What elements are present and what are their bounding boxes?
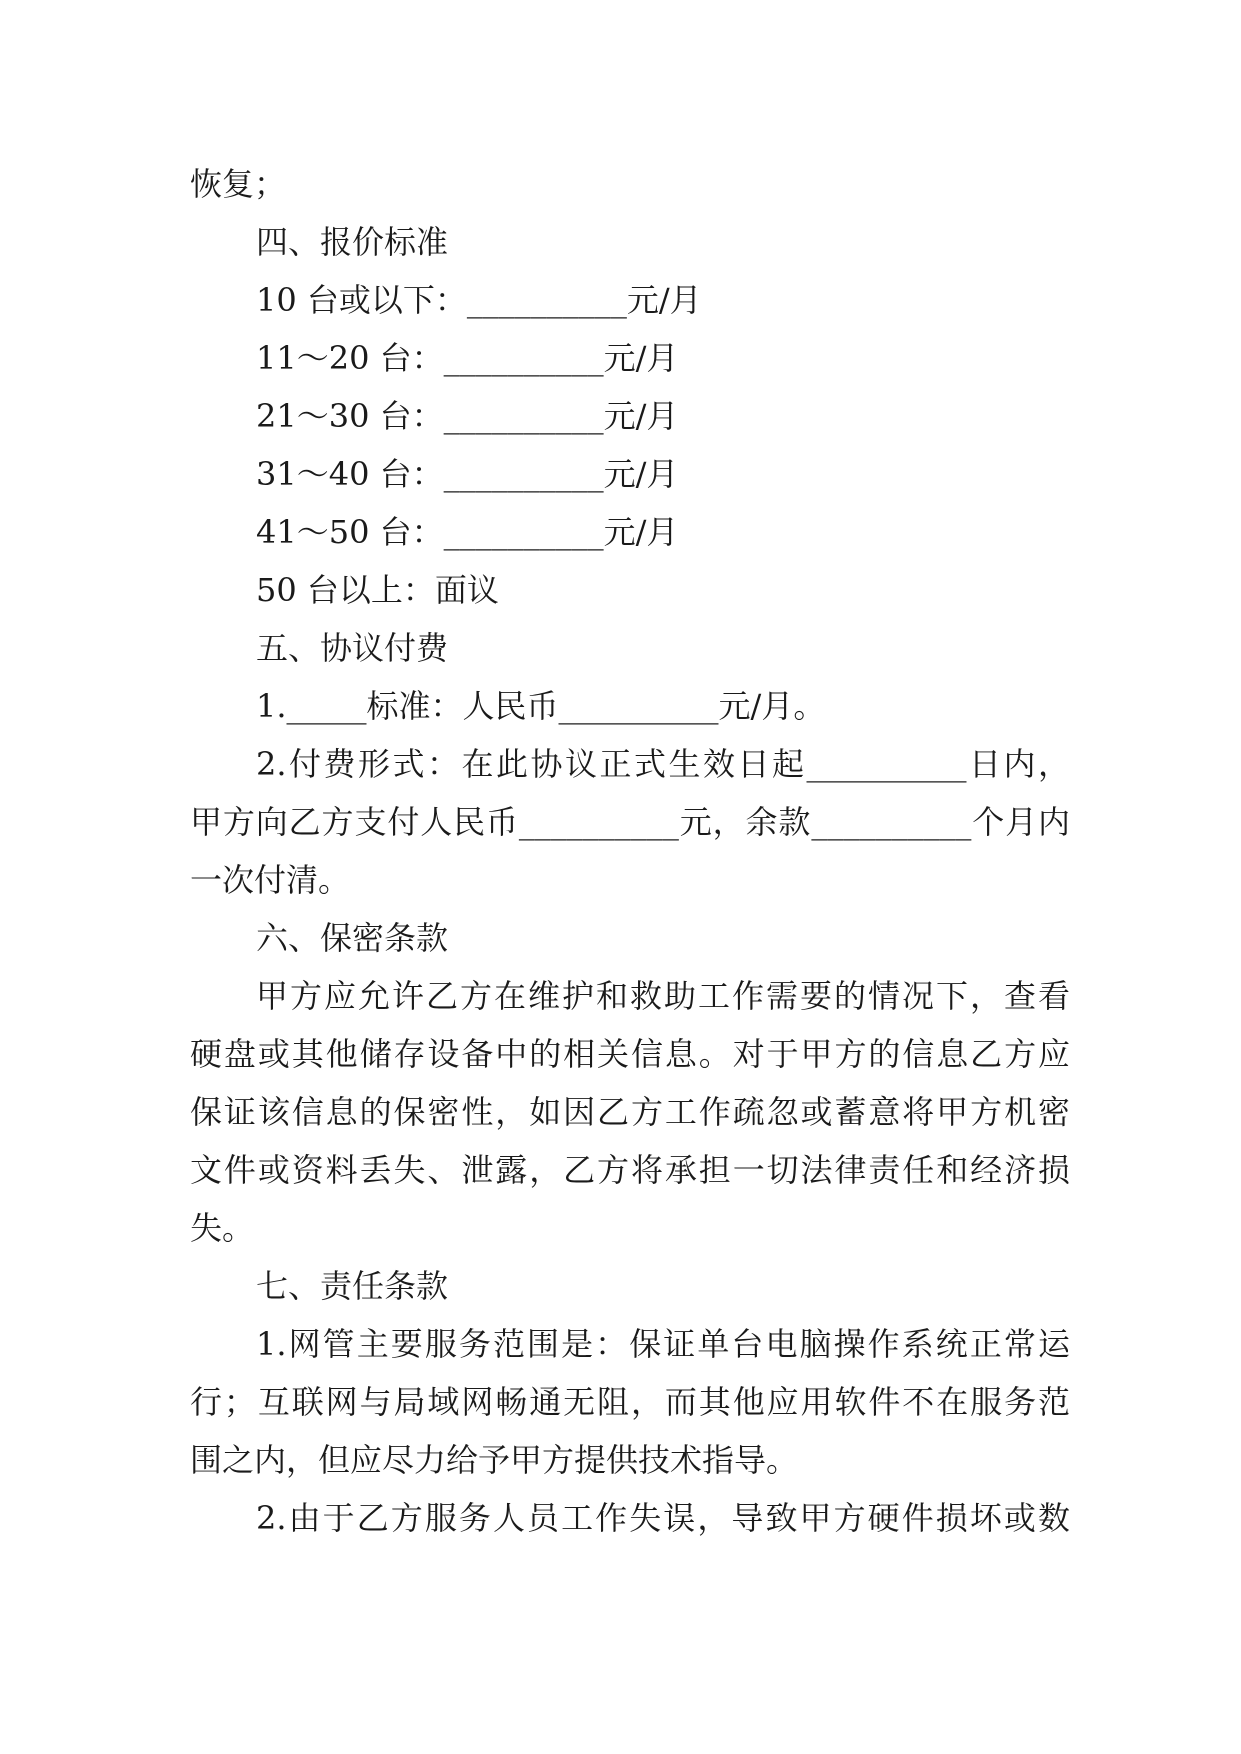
price-row: 31～40 台：__________元/月 [256, 455, 679, 493]
text-line: 行；互联网与局域网畅通无阻，而其他应用软件不在服务范 [190, 1383, 1070, 1421]
section-heading: 五、协议付费 [256, 629, 449, 667]
text-line: 保证该信息的保密性，如因乙方工作疏忽或蓄意将甲方机密 [190, 1093, 1070, 1131]
text-line: 恢复； [190, 165, 287, 203]
section-heading: 七、责任条款 [256, 1267, 449, 1305]
price-row: 50 台以上：面议 [256, 571, 499, 609]
text-line: 2.由于乙方服务人员工作失误，导致甲方硬件损坏或数 [256, 1499, 1070, 1537]
section-heading: 六、保密条款 [256, 919, 449, 957]
text-line: 一次付清。 [190, 861, 351, 899]
price-row: 10 台或以下：__________元/月 [256, 281, 702, 319]
text-line: 围之内，但应尽力给予甲方提供技术指导。 [190, 1441, 799, 1479]
text-line: 甲方应允许乙方在维护和救助工作需要的情况下，查看 [256, 977, 1070, 1015]
text-line: 甲方向乙方支付人民币__________元，余款__________个月内 [190, 803, 1070, 841]
price-row: 21～30 台：__________元/月 [256, 397, 679, 435]
text-line: 文件或资料丢失、泄露，乙方将承担一切法律责任和经济损 [190, 1151, 1070, 1189]
text-line: 1.网管主要服务范围是：保证单台电脑操作系统正常运 [256, 1325, 1070, 1363]
text-line: 2.付费形式：在此协议正式生效日起__________日内， [256, 745, 1070, 783]
section-heading: 四、报价标准 [256, 223, 449, 261]
text-line: 1._____标准：人民币__________元/月。 [256, 687, 826, 725]
text-line: 失。 [190, 1209, 255, 1247]
text-line: 硬盘或其他储存设备中的相关信息。对于甲方的信息乙方应 [190, 1035, 1070, 1073]
price-row: 11～20 台：__________元/月 [256, 339, 679, 377]
price-row: 41～50 台：__________元/月 [256, 513, 679, 551]
